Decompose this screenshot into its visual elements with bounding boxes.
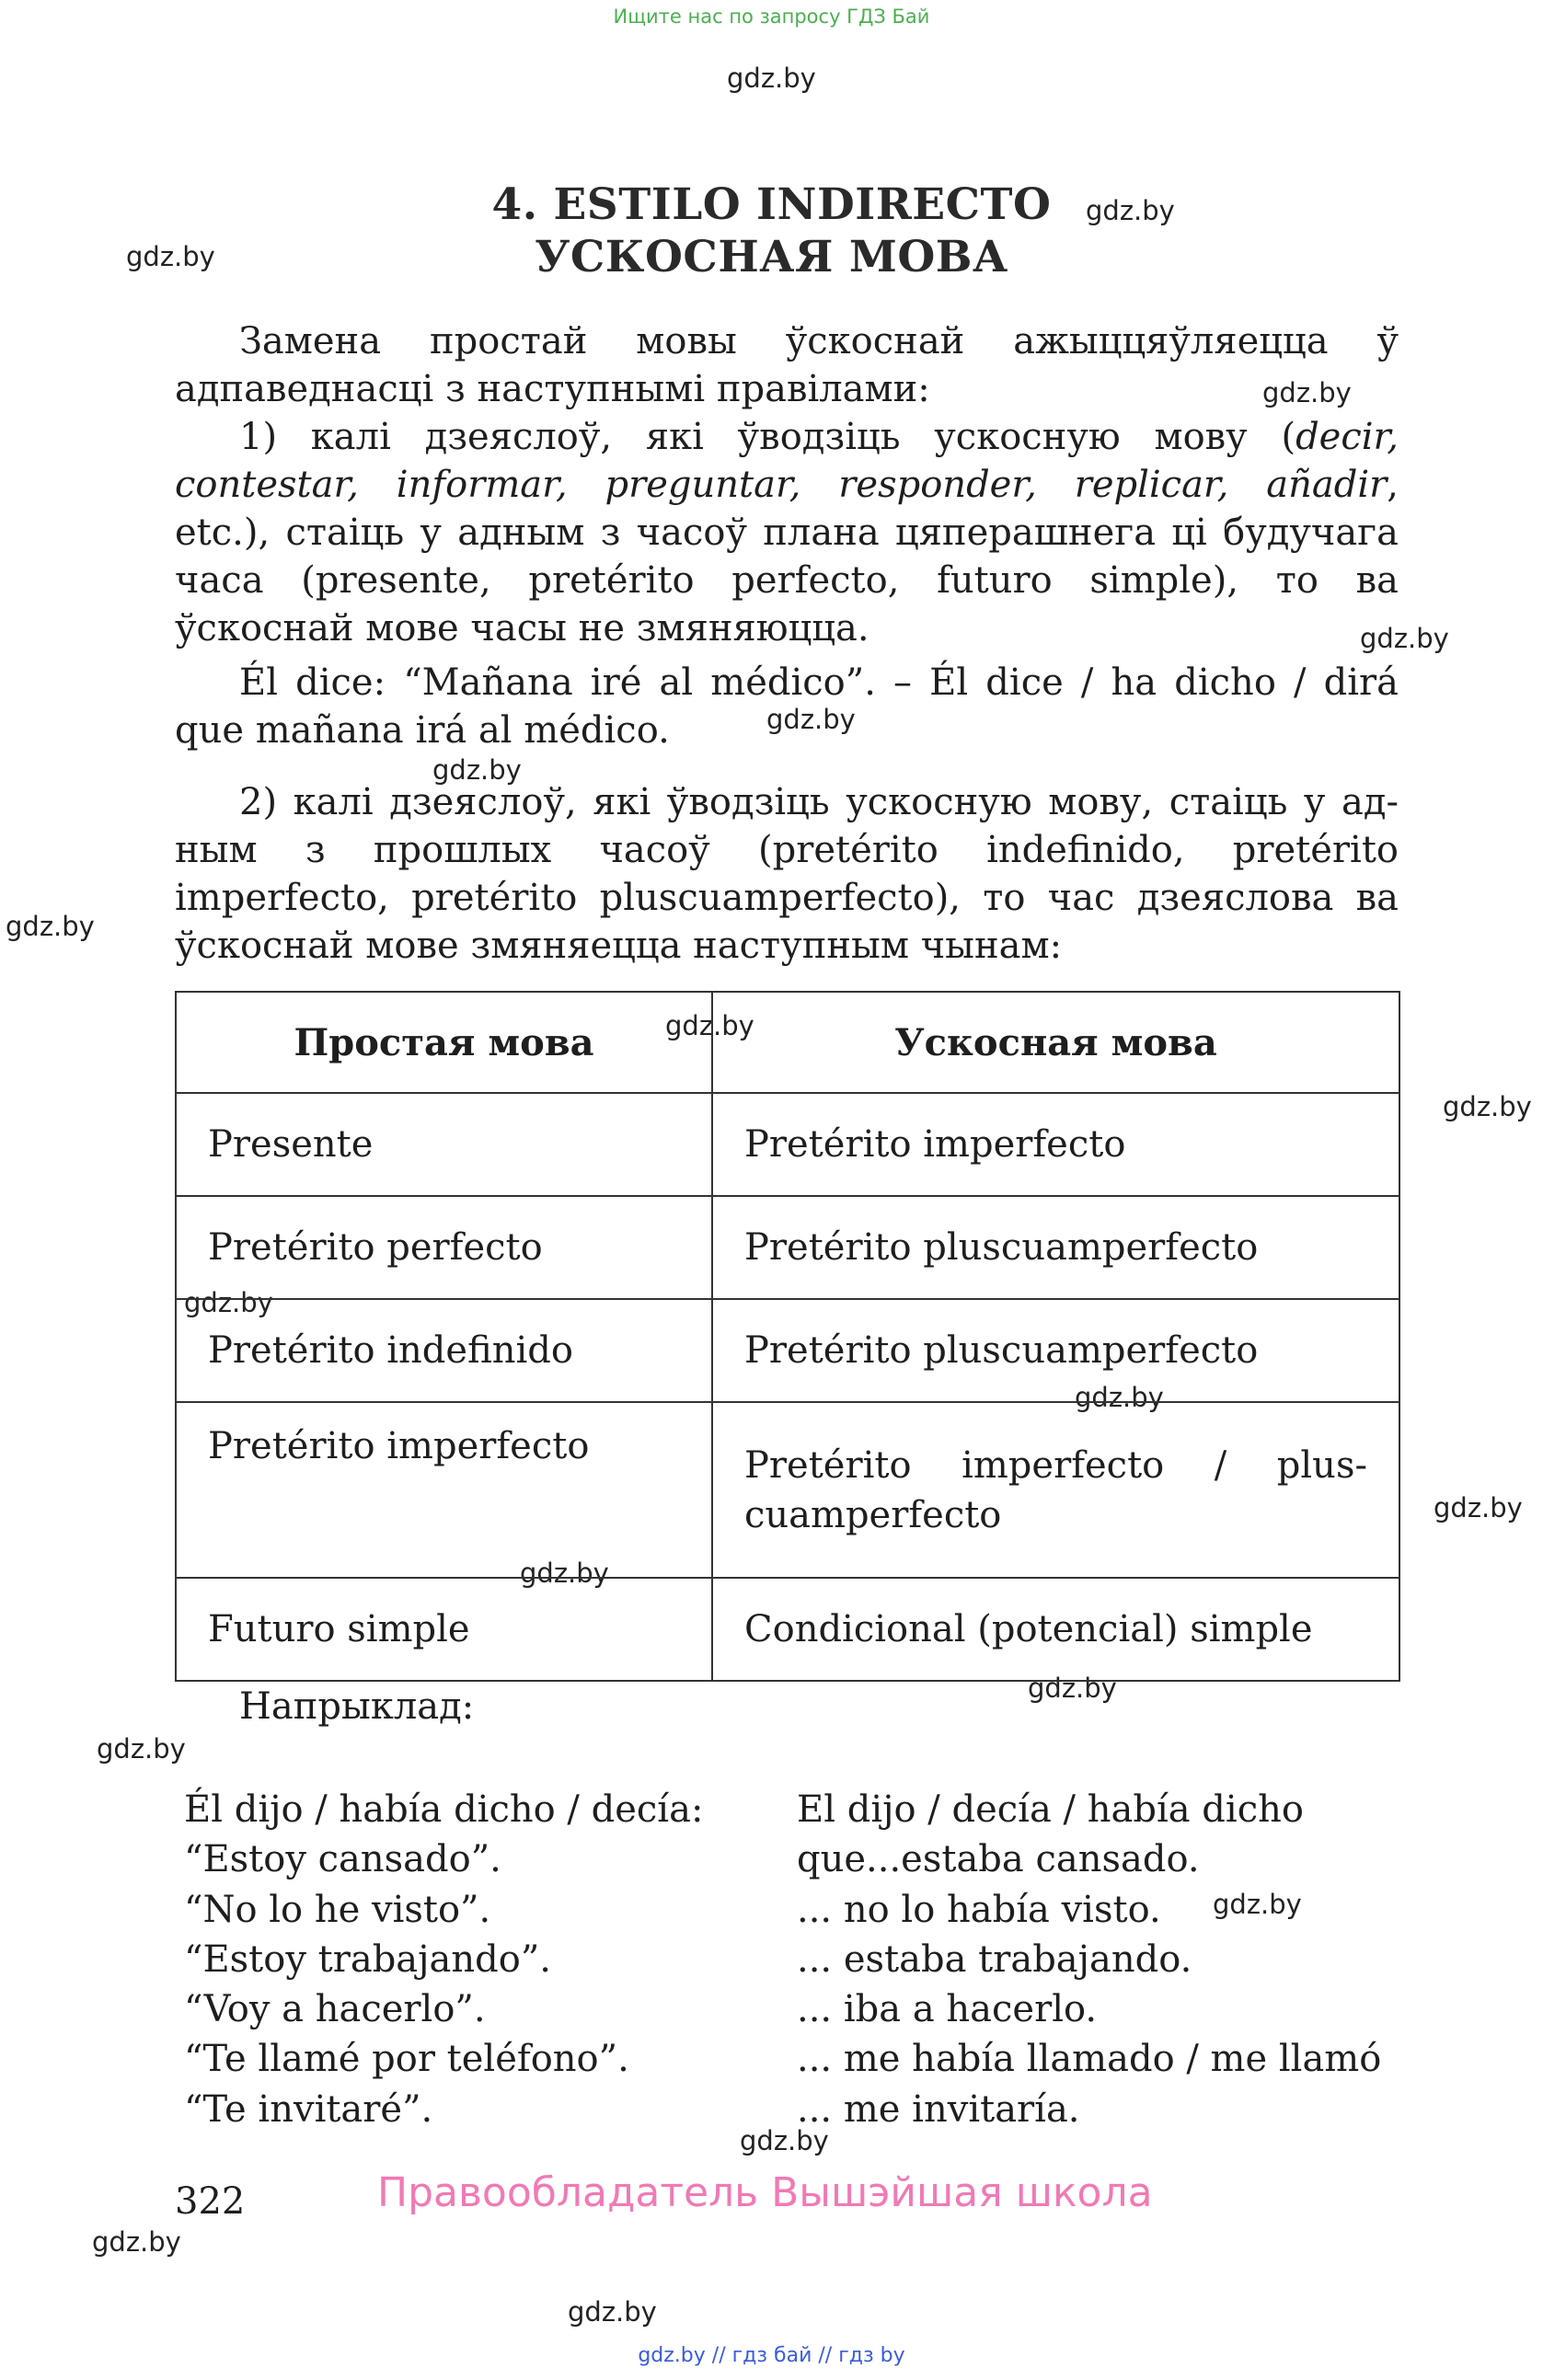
rule2-line-2: ным з прошлых часоў (pretérito indefinido, pretérito [175,829,1399,871]
intro-line-1: Замена простай мовы ўскоснай ажыццяўляецца ў [239,320,1399,362]
table-cell-indirect: Pretérito imperfecto [712,1093,1399,1196]
list-item: ... iba a hacerlo. [797,1988,1098,2031]
watermark: gdz.by [1262,377,1352,408]
list-item: “Estoy trabajando”. [184,1937,552,1981]
table-row [176,1402,1399,1578]
rule1-line-2 [175,461,1399,509]
table-header-indirect: Ускосная мова [712,992,1399,1093]
watermark: gdz.by [665,1010,754,1041]
rule1-line-4: часа (presente, pretérito perfecto, futuro simple), то ва [175,559,1399,602]
watermark: gdz.by [1443,1091,1532,1122]
table-cell-indirect: Condicional (potencial) simple [712,1578,1399,1681]
watermark: gdz.by [92,2226,181,2258]
table-row [176,1578,1399,1681]
table-row [176,1196,1399,1299]
table-header-direct: Простая мова [176,992,712,1093]
example1-line-1: Él dice: “Mañana iré al médico”. – Él dice / ha dicho / dirá [239,661,1399,704]
list-item: que...estaba cansado. [797,1838,1200,1881]
watermark: gdz.by [727,63,816,94]
watermark: gdz.by [1434,1492,1523,1523]
watermark: gdz.by [184,1287,273,1318]
list-item: “Voy a hacerlo”. [184,1988,486,2031]
rights-holder: Правообладатель Вышэйшая школа [377,2169,1153,2216]
rule1-line-5: ўскоснай мове часы не змяняюцца. [175,607,869,650]
watermark: gdz.by [432,754,522,786]
watermark: gdz.by [97,1733,186,1765]
rule1-text: 1) калі дзеяслоў, які ўводзіць ускосную мову ( [239,416,1296,458]
section-title-spanish: 4. ESTILO INDIRECTO [491,179,1052,230]
intro-line-2: адпаведнасці з наступнымі правілами: [175,368,930,410]
table-cell-direct: Futuro simple [176,1578,712,1681]
watermark: gdz.by [1213,1889,1302,1920]
watermark: gdz.by [1028,1673,1117,1704]
rule2-line-3: imperfecto, pretérito pluscuamperfecto), то час дзеяслова ва [175,877,1399,919]
list-item: ... estaba trabajando. [797,1937,1192,1981]
watermark: gdz.by [126,241,215,272]
watermark: gdz.by [568,2296,657,2328]
list-item: ... no lo había visto. [797,1888,1161,1931]
page-number: 322 [175,2180,246,2223]
watermark: gdz.by [1086,195,1175,226]
section-title-belarusian: УСКОСНАЯ МОВА [535,232,1008,282]
watermark: gdz.by [520,1558,609,1589]
rule1-italic-verbs: contestar, informar, preguntar, responder, replicar, añadir [175,464,1388,506]
rule2-line-1: 2) калі дзеяслоў, які ўводзіць ускосную мову, стаіць у ад- [239,781,1399,823]
watermark: gdz.by [766,704,856,735]
table-row [176,1299,1399,1402]
table-header-row [176,992,1399,1093]
table-cell-direct: Pretérito indefinido [176,1299,712,1402]
tense-table [175,991,1400,1682]
table-cell-indirect: Pretérito pluscuamperfecto [712,1196,1399,1299]
table-row [176,1093,1399,1196]
examples-indirect [797,1785,1381,2134]
table-cell-indirect: Pretérito imperfecto / plus- cuamperfecto [712,1402,1399,1578]
list-item: “No lo he visto”. [184,1888,491,1931]
rule2-line-4: ўскоснай мове змяняецца наступным чынам: [175,925,1063,967]
footer-links[interactable]: gdz.by // гдз бай // гдз by [638,2344,905,2367]
top-banner: Ищите нас по запросу ГДЗ Бай [613,6,930,28]
examples-direct [184,1785,703,2134]
table-cell-direct: Presente [176,1093,712,1196]
example-label: Напрыклад: [239,1685,475,1728]
list-item: Él dijo / había dicho / decía: [184,1788,704,1831]
table-cell-direct: Pretérito imperfecto [176,1402,712,1578]
list-item: “Te invitaré”. [184,2087,433,2131]
watermark: gdz.by [1075,1382,1164,1413]
rule1-line-3: etc.), стаіць у адным з часоў плана цяперашнега ці будучага [175,512,1399,554]
list-item: ... me había llamado / me llamó [797,2038,1382,2081]
example1-line-2: que mañana irá al médico. [175,709,670,752]
watermark: gdz.by [740,2125,829,2156]
rule1-italic-verb: decir, [1295,416,1399,458]
watermark: gdz.by [1360,623,1449,654]
list-item: El dijo / decía / había dicho [797,1788,1304,1831]
list-item: “Te llamé por teléfono”. [184,2038,629,2081]
list-item: ... me invitaría. [797,2087,1080,2131]
list-item: “Estoy cansado”. [184,1838,501,1881]
watermark: gdz.by [6,911,95,942]
rule1-comma: , [1387,464,1399,506]
table-cell-indirect: Pretérito pluscuamperfecto [712,1299,1399,1402]
rule1-line-1 [239,413,1399,461]
table-cell-direct: Pretérito perfecto [176,1196,712,1299]
